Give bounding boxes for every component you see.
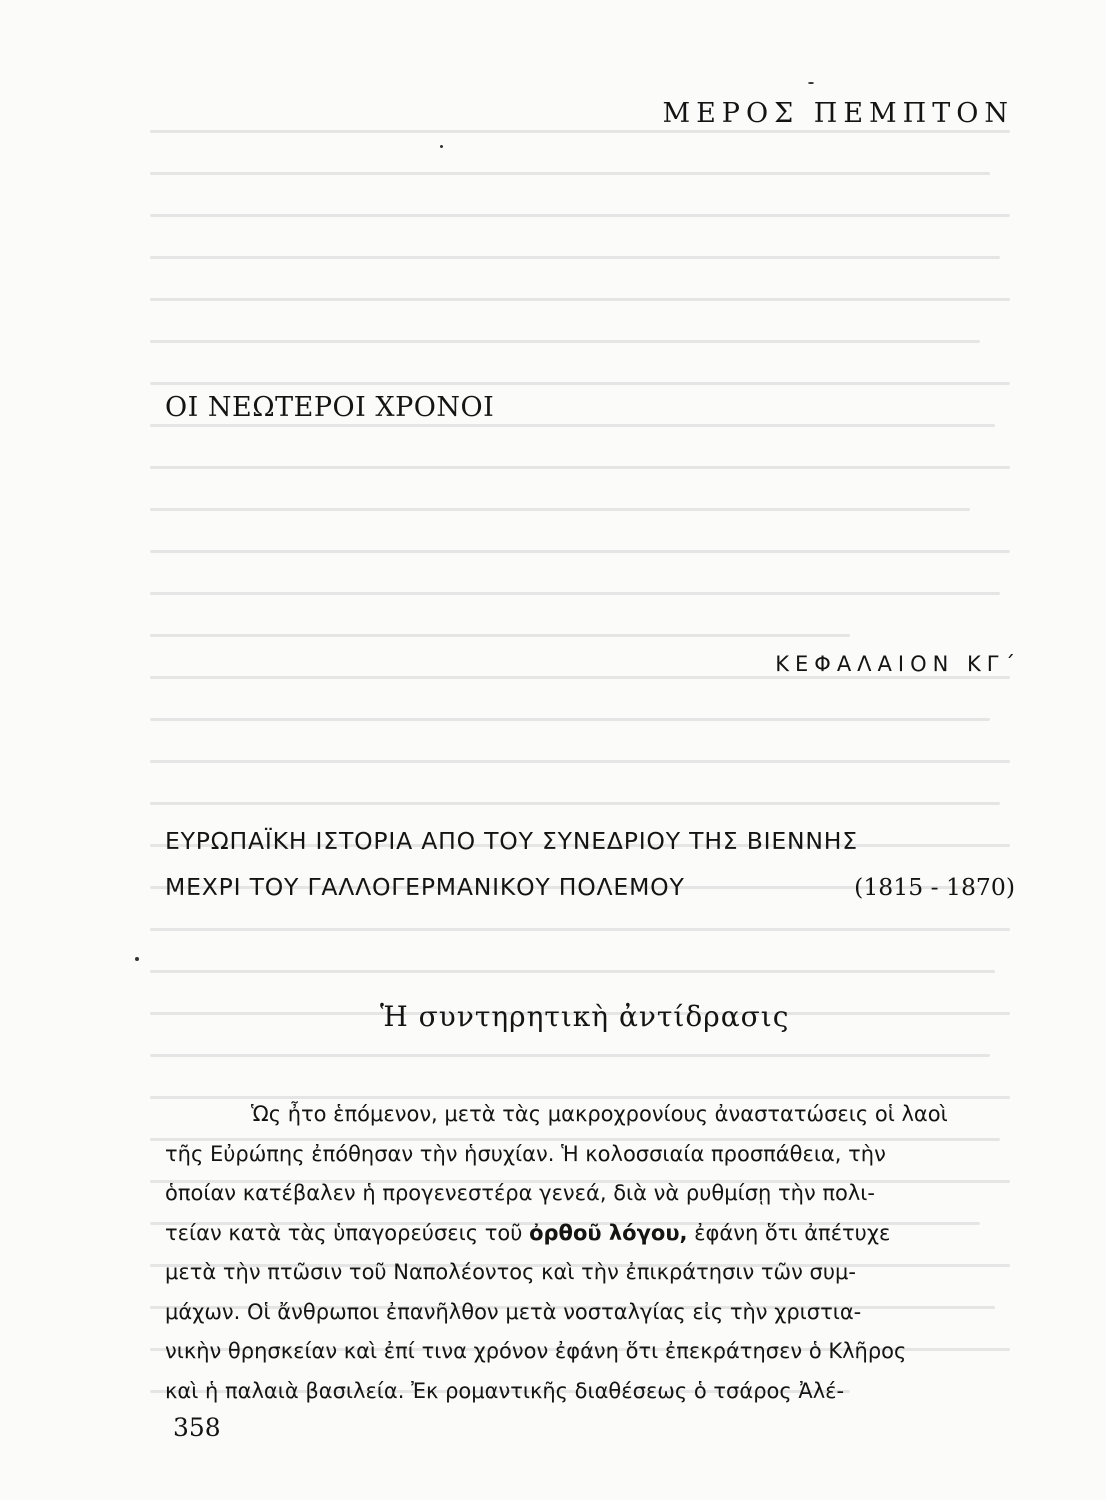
- print-speck: [808, 82, 814, 84]
- chapter-heading: [165, 818, 1027, 910]
- print-speck: [135, 957, 139, 961]
- chapter-label: ΚΕΦΑΛΑΙΟΝ ΚΓ΄: [775, 652, 1021, 676]
- section-title: ΟΙ ΝΕΩΤΕΡΟΙ ΧΡΟΝΟΙ: [165, 392, 495, 423]
- body-line: τῆς Εὐρώπης ἐπόθησαν τὴν ἡσυχίαν. Ἡ κολοσσιαία προσπάθεια, τὴν: [165, 1141, 886, 1166]
- page-number: 358: [173, 1413, 221, 1442]
- body-line: καὶ ἡ παλαιὰ βασιλεία. Ἐκ ρομαντικῆς διαθέσεως ὁ τσάρος Ἀλέ-: [165, 1378, 845, 1403]
- body-line: μάχων. Οἱ ἄνθρωποι ἐπανῆλθον μετὰ νοσταλγίας εἰς τὴν χριστια-: [165, 1299, 862, 1324]
- body-line-segment: ἐφάνη ὅτι ἀπέτυχε: [694, 1220, 891, 1245]
- print-speck: [440, 145, 443, 148]
- chapter-heading-line-2-text: ΜΕΧΡΙ ΤΟΥ ΓΑΛΛΟΓΕΡΜΑΝΙΚΟΥ ΠΟΛΕΜΟΥ: [165, 873, 685, 901]
- body-line: Ὡς ἦτο ἑπόμενον, μετὰ τὰς μακροχρονίους ἀναστατώσεις οἱ λαοὶ: [251, 1102, 948, 1126]
- body-line: ὁποίαν κατέβαλεν ἡ προγενεστέρα γενεά, διὰ νὰ ρυθμίσῃ τὴν πολι-: [165, 1181, 875, 1205]
- body-line: νικὴν θρησκείαν καὶ ἐπί τινα χρόνον ἐφάνη ὅτι ἐπεκράτησεν ὁ Κλῆρος: [165, 1339, 907, 1363]
- body-line-segment: τείαν κατὰ τὰς ὑπαγορεύσεις τοῦ: [165, 1220, 523, 1245]
- chapter-heading-line-2: [165, 864, 1027, 910]
- chapter-heading-dates: (1815 - 1870): [854, 873, 1015, 901]
- body-line: [165, 1214, 1035, 1254]
- subsection-title: Ἡ συντηρητικὴ ἀντίδρασις: [380, 1000, 790, 1033]
- body-line: μετὰ τὴν πτῶσιν τοῦ Ναπολέοντος καὶ τὴν ἐπικράτησιν τῶν συμ-: [165, 1260, 856, 1284]
- body-paragraph: [165, 1095, 1035, 1411]
- body-line-emphasis: ὀρθοῦ λόγου,: [529, 1220, 688, 1245]
- chapter-heading-line-1: ΕΥΡΩΠΑΪΚΗ ΙΣΤΟΡΙΑ ΑΠΟ ΤΟΥ ΣΥΝΕΔΡΙΟΥ ΤΗΣ ΒΙΕΝΝΗΣ: [165, 827, 858, 855]
- part-title: ΜΕΡΟΣ ΠΕΜΠΤΟΝ: [662, 98, 1014, 129]
